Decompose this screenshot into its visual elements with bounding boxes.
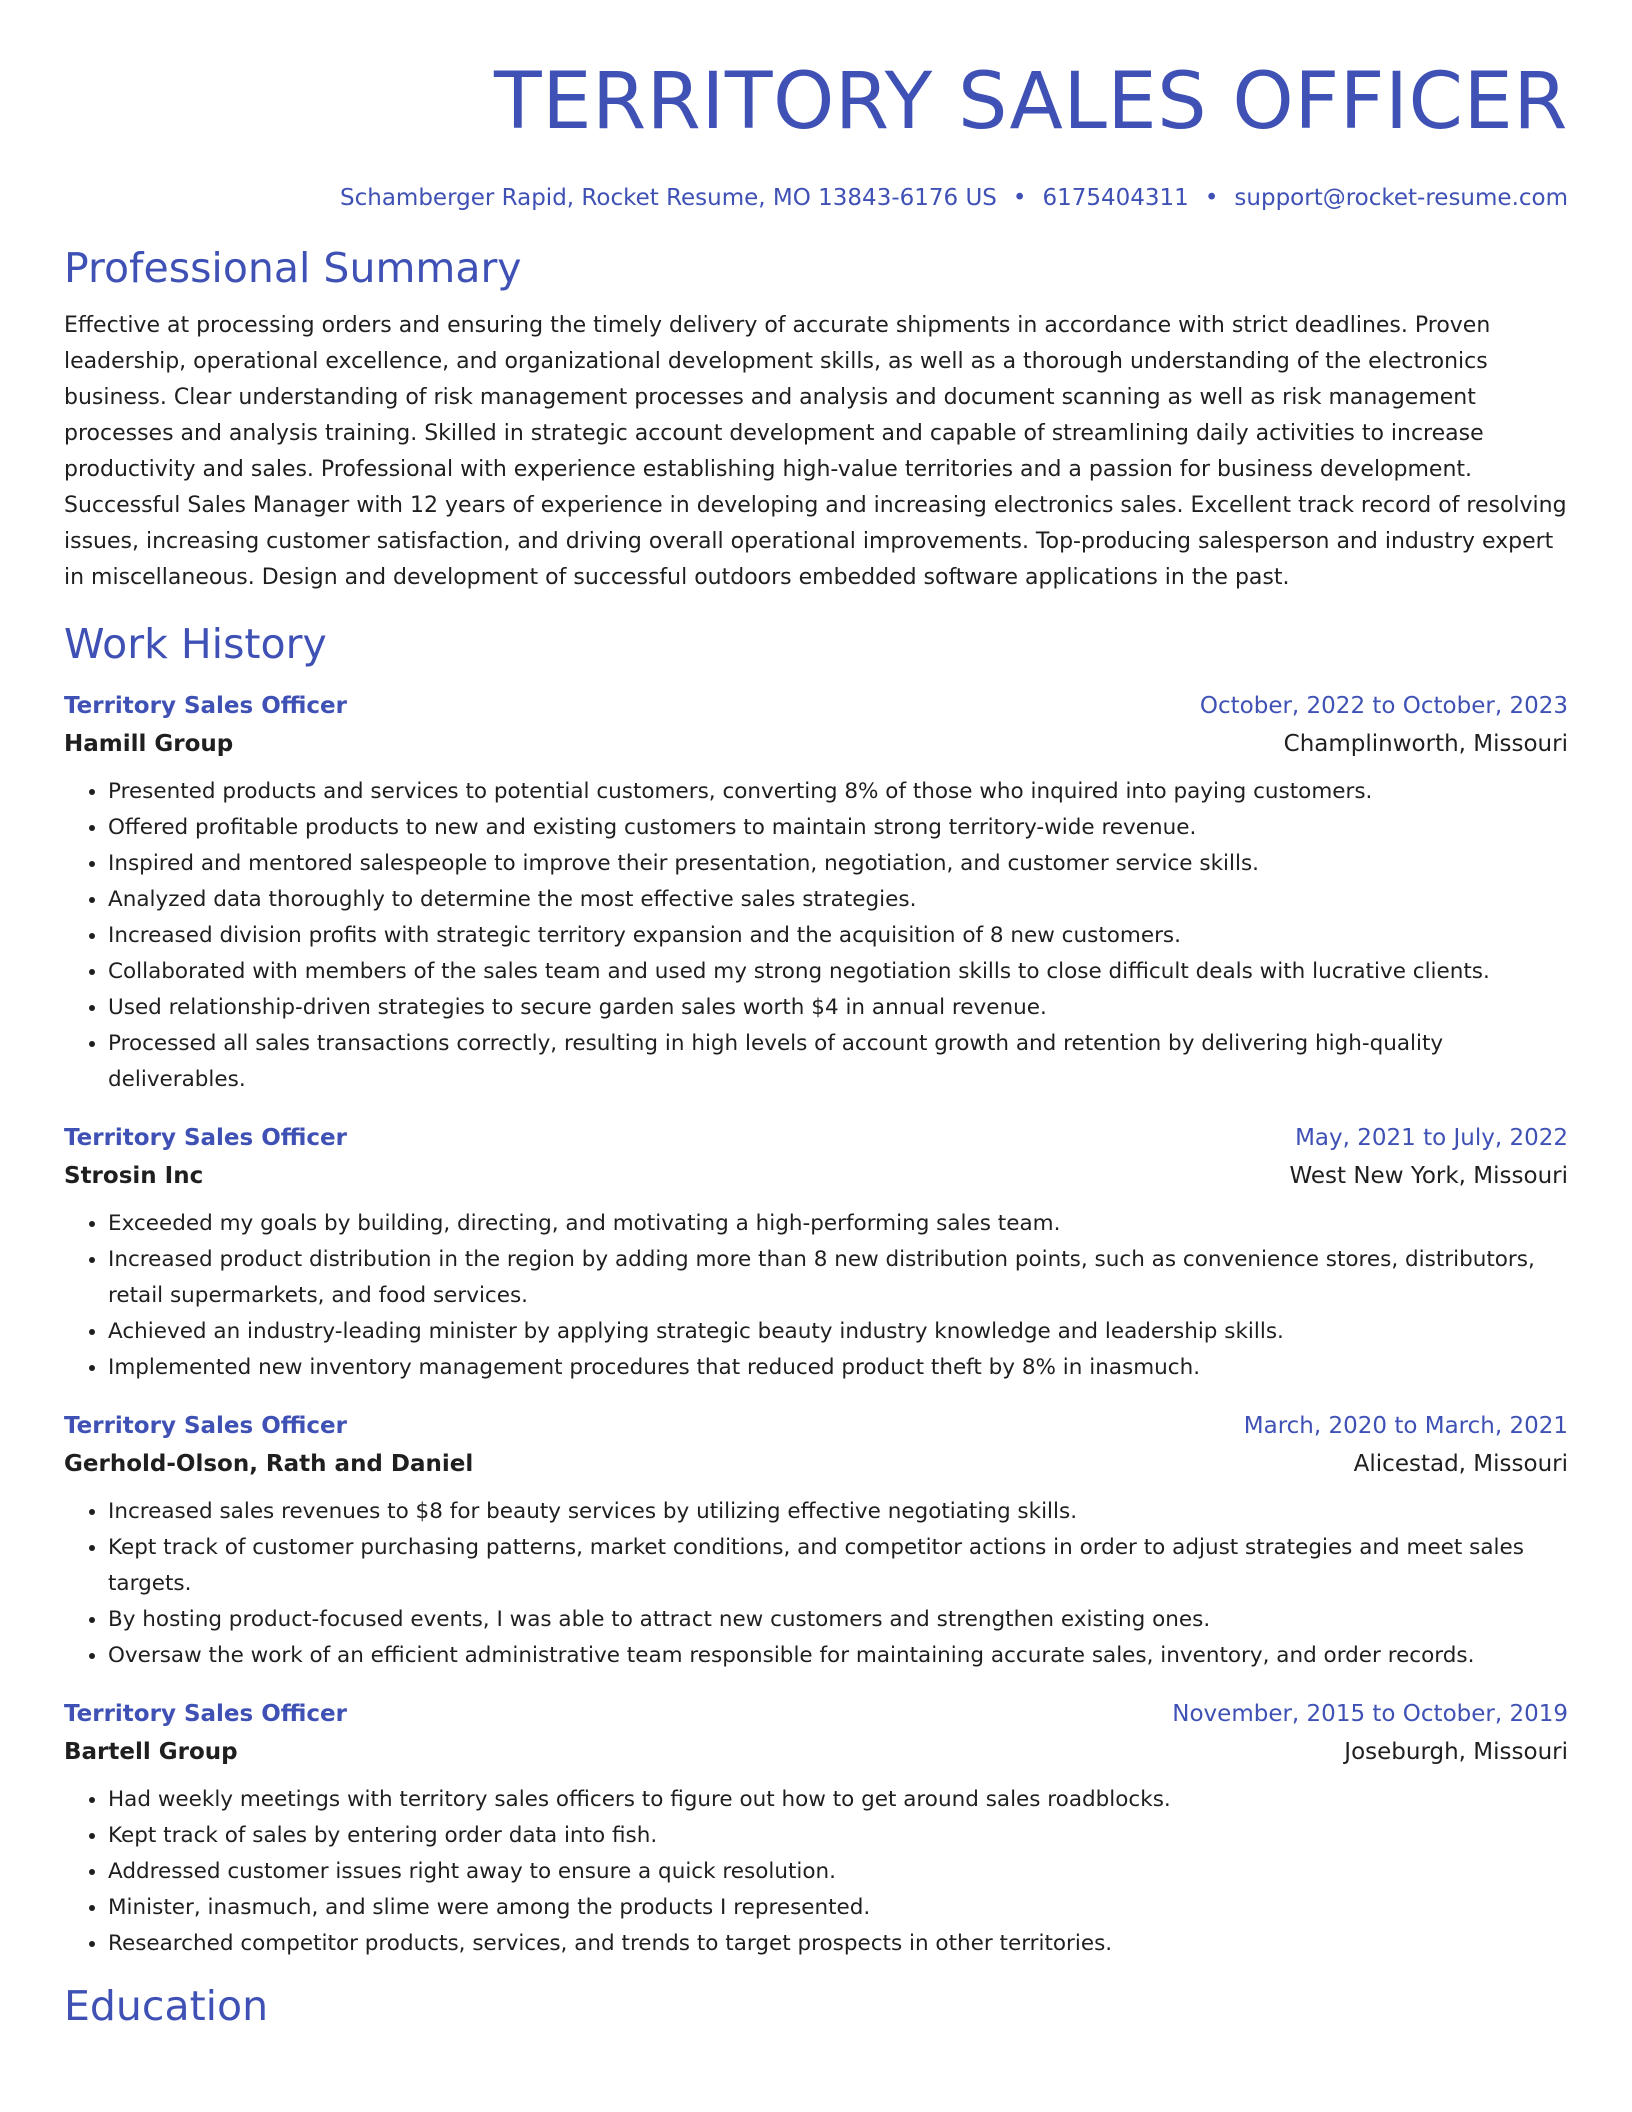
job-bullet: • Kept track of customer purchasing patterns, market conditions, and competitor actions in order to adjust strategies and meet sales targets. — [108, 1530, 1568, 1602]
job-dates: May, 2021 to July, 2022 — [1295, 1125, 1568, 1151]
job-bullet: • Minister, inasmuch, and slime were among the products I represented. — [108, 1890, 1568, 1926]
job-title: Territory Sales Officer — [64, 1701, 347, 1727]
job-title: Territory Sales Officer — [64, 1125, 347, 1151]
job-bullet: • Implemented new inventory management procedures that reduced product theft by 8% in inasmuch. — [108, 1350, 1568, 1386]
job-bullet: • Processed all sales transactions correctly, resulting in high levels of account growth and retention by delivering high-quality deliverables. — [108, 1026, 1568, 1098]
contact-email: support@rocket-resume.com — [1234, 185, 1568, 211]
job-entry — [64, 1120, 1568, 1386]
contact-separator: • — [1012, 185, 1027, 211]
job-bullet: • Inspired and mentored salespeople to improve their presentation, negotiation, and customer service skills. — [108, 846, 1568, 882]
job-location: Alicestad, Missouri — [1353, 1451, 1568, 1477]
job-bullets — [64, 1782, 1568, 1962]
job-bullet: • Offered profitable products to new and existing customers to maintain strong territory-wide revenue. — [108, 810, 1568, 846]
job-bullet: • Researched competitor products, services, and trends to target prospects in other territories. — [108, 1926, 1568, 1962]
contact-separator: • — [1204, 185, 1219, 211]
job-location: Joseburgh, Missouri — [1344, 1739, 1568, 1765]
summary-heading: Professional Summary — [64, 244, 522, 292]
job-bullet: • Collaborated with members of the sales team and used my strong negotiation skills to close difficult deals with lucrative clients. — [108, 954, 1568, 990]
job-bullet: • Increased sales revenues to $8 for beauty services by utilizing effective negotiating skills. — [108, 1494, 1568, 1530]
job-bullet: • Kept track of sales by entering order data into fish. — [108, 1818, 1568, 1854]
job-bullet: • Used relationship-driven strategies to secure garden sales worth $4 in annual revenue. — [108, 990, 1568, 1026]
job-dates: October, 2022 to October, 2023 — [1199, 693, 1568, 719]
job-dates: March, 2020 to March, 2021 — [1243, 1413, 1568, 1439]
job-location: Champlinworth, Missouri — [1283, 731, 1568, 757]
job-bullet: • Increased division profits with strategic territory expansion and the acquisition of 8 new customers. — [108, 918, 1568, 954]
company-name: Hamill Group — [64, 731, 234, 757]
job-entry — [64, 1696, 1568, 1962]
job-bullet: • Oversaw the work of an efficient administrative team responsible for maintaining accurate sales, inventory, and order records. — [108, 1638, 1568, 1674]
job-entry — [64, 1408, 1568, 1674]
resume-name: TERRITORY SALES OFFICER — [494, 57, 1568, 147]
company-name: Bartell Group — [64, 1739, 238, 1765]
job-title: Territory Sales Officer — [64, 1413, 347, 1439]
company-name: Gerhold-Olson, Rath and Daniel — [64, 1451, 474, 1477]
job-bullet: • Achieved an industry-leading minister by applying strategic beauty industry knowledge and leadership skills. — [108, 1314, 1568, 1350]
job-title: Territory Sales Officer — [64, 693, 347, 719]
contact-line — [64, 182, 1568, 214]
job-location: West New York, Missouri — [1289, 1163, 1568, 1189]
job-bullets — [64, 774, 1568, 1098]
resume-page — [64, 0, 1568, 2032]
job-bullets — [64, 1206, 1568, 1386]
summary-text: Effective at processing orders and ensuring the timely delivery of accurate shipments in accordance with strict deadlines. Proven leadership, operational excellence, and organizational development skills, as well as a thorough understanding of the electronics business. Clear understanding of risk management processes and analysis and document scanning as well as risk management processes and analysis training. Skilled in strategic account development and capable of streamlining daily activities to increase productivity and sales. Professional with experience establishing high-value territories and a passion for business development. Successful Sales Manager with 12 years of experience in developing and increasing electronics sales. Excellent track record of resolving issues, increasing customer satisfaction, and driving overall operational improvements. Top-producing salesperson and industry expert in miscellaneous. Design and development of successful outdoors embedded software applications in the past. — [64, 313, 1567, 590]
job-bullet: • Had weekly meetings with territory sales officers to figure out how to get around sales roadblocks. — [108, 1782, 1568, 1818]
job-bullet: • Presented products and services to potential customers, converting 8% of those who inquired into paying customers. — [108, 774, 1568, 810]
education-heading: Education — [64, 1982, 269, 2030]
work-history-list — [64, 688, 1568, 1962]
job-entry — [64, 688, 1568, 1098]
contact-address: Schamberger Rapid, Rocket Resume, MO 13843-6176 US — [340, 185, 997, 211]
job-bullet: • Exceeded my goals by building, directing, and motivating a high-performing sales team. — [108, 1206, 1568, 1242]
work-history-heading: Work History — [64, 620, 327, 668]
job-bullets — [64, 1494, 1568, 1674]
job-bullet: • Analyzed data thoroughly to determine the most effective sales strategies. — [108, 882, 1568, 918]
job-bullet: • Increased product distribution in the region by adding more than 8 new distribution points, such as convenience stores, distributors, retail supermarkets, and food services. — [108, 1242, 1568, 1314]
job-dates: November, 2015 to October, 2019 — [1172, 1701, 1568, 1727]
company-name: Strosin Inc — [64, 1163, 204, 1189]
job-bullet: • Addressed customer issues right away to ensure a quick resolution. — [108, 1854, 1568, 1890]
contact-phone: 6175404311 — [1042, 185, 1189, 211]
job-bullet: • By hosting product-focused events, I was able to attract new customers and strengthen existing ones. — [108, 1602, 1568, 1638]
